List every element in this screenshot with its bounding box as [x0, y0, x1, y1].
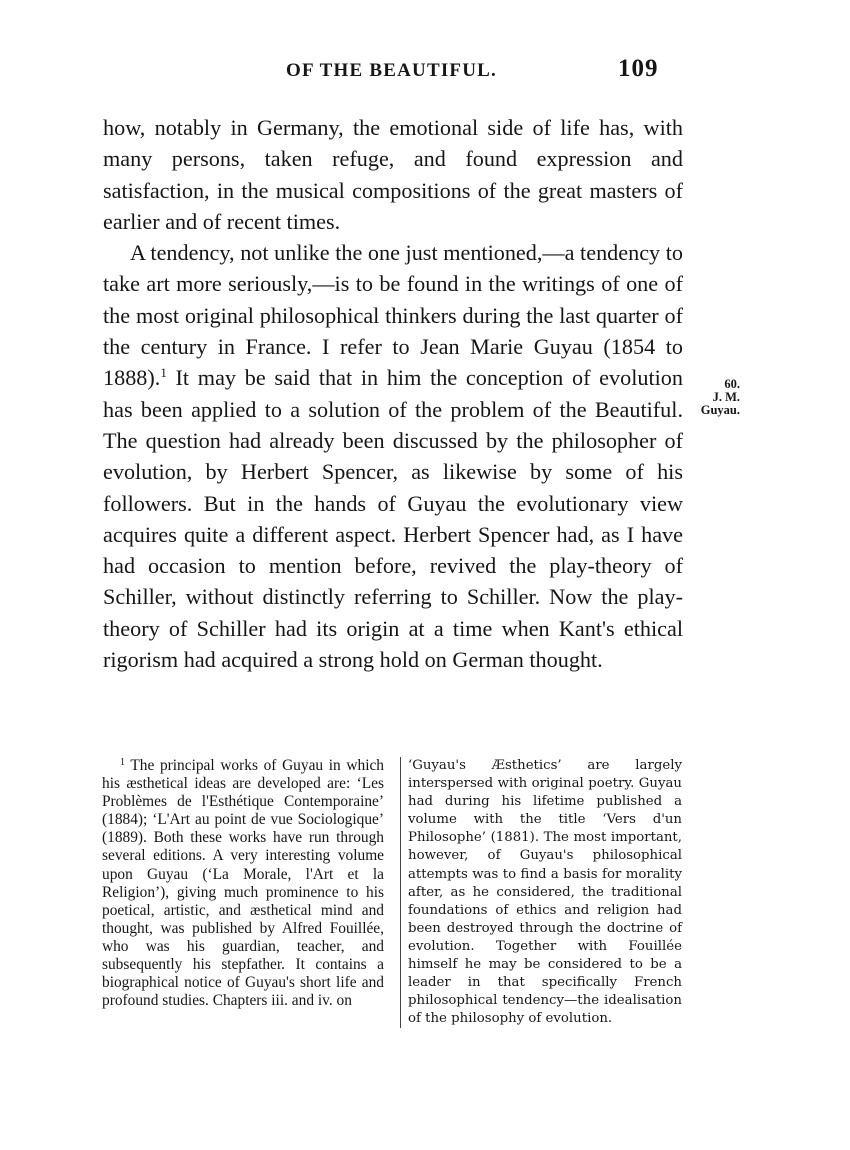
paragraph-text: A tendency, not unlike the one just mentioned,—a tendency to take art more seriously,—is to be found in the writings of one of the most original philosophical thinkers during the last quarter of the century in France. I refer to Jean Marie Guyau (1854 to 1888). [103, 240, 683, 391]
margin-note [688, 378, 740, 417]
footnote-column-right [400, 757, 682, 1028]
footnote-reference: 1 [160, 365, 167, 381]
margin-note-line: J. M. [712, 390, 740, 404]
footnote [102, 757, 384, 1010]
footnote-marker: 1 [120, 757, 125, 768]
paragraph: how, notably in Germany, the emotional side of life has, with many persons, taken refuge, and found expression and satisfaction, in the musical compositions of the great masters of earlier and of recent times. [103, 115, 683, 234]
footnote-text: ‘Guyau's Æsthetics’ are largely interspersed with original poetry. Guyau had during his lifetime published a volume with the title ‘Vers d'un Philosophe’ (1881). The most important, however, of Guyau's philosophical attempts was to find a basis for morality after, as he considered, the traditional foundations of ethics and religion had been destroyed through the doctrine of evolution. Together with Fouillée himself he may be considered to be a leader in that specifically French philosophical tendency—the idealisation of the philosophy of evolution. [408, 758, 682, 1027]
footnote-text: The principal works of Guyau in which his æsthetical ideas are developed are: ‘Les Problèmes de l'Esthétique Contemporaine’ (1884); ‘L'Art au point de vue Sociologique’ (1889). Both these works have run through several editions. A very interesting volume upon Guyau (‘La Morale, l'Art et la Religion’), giving much prominence to his poetical, artistic, and æsthetical mind and thought, was published by Alfred Fouillée, who was his guardian, teacher, and subsequently his stepfather. It contains a biographical notice of Guyau's short life and profound studies. Chapters iii. and iv. on [102, 757, 384, 1010]
paragraph [103, 237, 683, 675]
footnote-column-left [102, 757, 384, 1028]
paragraph-text: It may be said that in him the conception of evolution has been applied to a solution of the problem of the Beautiful. The question had already been discussed by the philosopher of evolution, by Herbert Spencer, as likewise by some of his followers. But in the hands of Guyau the evolutionary view acquires quite a different aspect. Herbert Spencer had, as I have had occasion to mention before, revived the play-theory of Schiller, without distinctly referring to Schiller. Now the play-theory of Schiller had its origin at a time when Kant's ethical rigorism had acquired a strong hold on German thought. [103, 365, 683, 673]
page-number: 109 [618, 55, 659, 82]
footnotes [102, 757, 682, 1028]
main-text [103, 112, 683, 675]
running-head: OF THE BEAUTIFUL. [286, 60, 497, 81]
margin-note-line: Guyau. [700, 403, 740, 417]
section-number: 60. [724, 377, 740, 391]
